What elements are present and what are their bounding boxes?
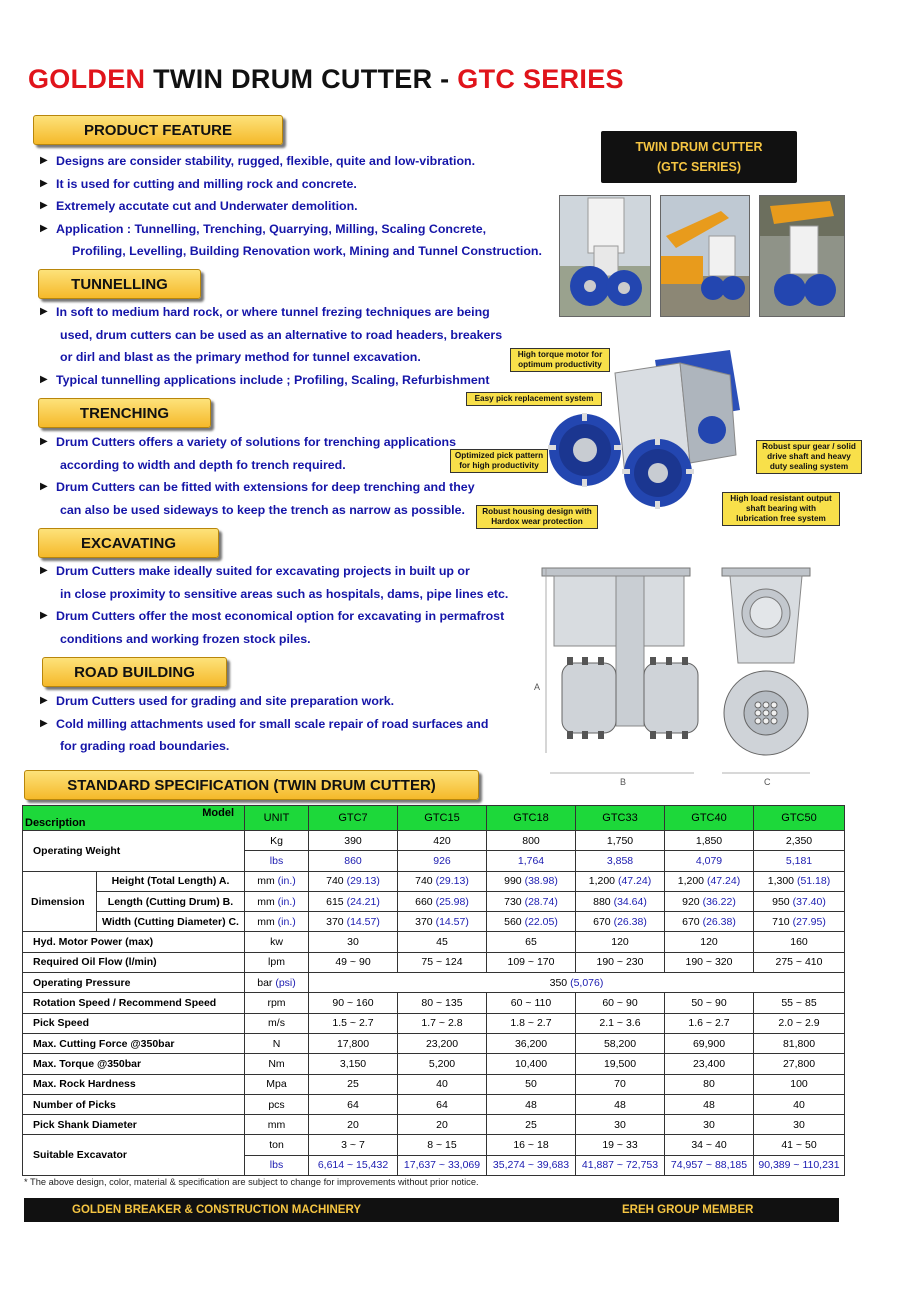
table-cell: 120 [665, 932, 754, 952]
product-name-box [601, 131, 797, 183]
product-name-line1: TWIN DRUM CUTTER [635, 140, 763, 154]
table-cell: 275 ~ 410 [754, 952, 845, 972]
table-cell: 69,900 [665, 1033, 754, 1053]
table-cell: 35,274 ~ 39,683 [487, 1155, 576, 1175]
product-feature-heading: PRODUCT FEATURE [33, 115, 283, 145]
table-cell: 30 [309, 932, 398, 952]
table-cell: 16 ~ 18 [487, 1135, 576, 1155]
table-row [23, 973, 845, 993]
table-cell: 65 [487, 932, 576, 952]
product-photo-3 [759, 195, 845, 317]
table-cell: 1.7 ~ 2.8 [398, 1013, 487, 1033]
table-row [23, 831, 845, 851]
trenching-list [40, 431, 475, 521]
table-cell: 920 (36.22) [665, 891, 754, 911]
table-cell: 2.0 ~ 2.9 [754, 1013, 845, 1033]
table-cell: 1,300 (51.18) [754, 871, 845, 891]
table-cell: 49 ~ 90 [309, 952, 398, 972]
table-cell: 190 ~ 320 [665, 952, 754, 972]
unit-cell: rpm [245, 993, 309, 1013]
table-cell: 120 [576, 932, 665, 952]
row-sublabel: Width (Cutting Diameter) C. [97, 912, 245, 932]
list-item: ▶ Application : Tunnelling, Trenching, Quarrying, Milling, Scaling Concrete, [40, 218, 542, 241]
table-row [23, 871, 845, 891]
unit-cell: pcs [245, 1094, 309, 1114]
table-cell: 350 (5,076) [309, 973, 845, 993]
list-item: ▶ Drum Cutters offer the most economical option for excavating in permafrost [40, 605, 508, 628]
row-label: Operating Pressure [23, 973, 245, 993]
road-building-list [40, 690, 488, 758]
footer-group: EREH GROUP MEMBER [622, 1204, 754, 1216]
list-item: ▶ Drum Cutters make ideally suited for excavating projects in built up or [40, 560, 508, 583]
table-header-row [23, 806, 845, 831]
table-cell: 27,800 [754, 1054, 845, 1074]
table-cell: 1,764 [487, 851, 576, 871]
table-cell: 40 [398, 1074, 487, 1094]
list-item-continuation: for grading road boundaries. [60, 739, 230, 754]
unit-cell: lpm [245, 952, 309, 972]
footer-bar [24, 1198, 839, 1222]
table-cell: 860 [309, 851, 398, 871]
title-product: TWIN DRUM CUTTER - [153, 64, 450, 94]
table-row [23, 912, 845, 932]
row-label: Suitable Excavator [23, 1135, 245, 1176]
road-building-heading: ROAD BUILDING [42, 657, 227, 687]
table-row [23, 891, 845, 911]
row-label: Rotation Speed / Recommend Speed [23, 993, 245, 1013]
table-cell: 41,887 ~ 72,753 [576, 1155, 665, 1175]
table-cell: 370 (14.57) [398, 912, 487, 932]
header-model: GTC50 [754, 806, 845, 831]
table-cell: 50 [487, 1074, 576, 1094]
table-cell: 75 ~ 124 [398, 952, 487, 972]
drawing-label-b: B [620, 777, 627, 787]
table-cell: 30 [576, 1115, 665, 1135]
table-cell: 20 [398, 1115, 487, 1135]
product-name-line2: (GTC SERIES) [656, 160, 742, 174]
table-cell: 40 [754, 1094, 845, 1114]
header-model: GTC40 [665, 806, 754, 831]
callout-pick-replacement: Easy pick replacement system [466, 392, 602, 406]
table-cell: 926 [398, 851, 487, 871]
header-model: GTC7 [309, 806, 398, 831]
table-cell: 740 (29.13) [398, 871, 487, 891]
unit-cell: Nm [245, 1054, 309, 1074]
title-brand: GOLDEN [28, 64, 146, 94]
header-unit: UNIT [245, 806, 309, 831]
table-cell: 64 [398, 1094, 487, 1114]
table-row [23, 932, 845, 952]
table-cell: 1,850 [665, 831, 754, 851]
unit-cell: m/s [245, 1013, 309, 1033]
row-sublabel: Height (Total Length) A. [97, 871, 245, 891]
table-cell: 36,200 [487, 1033, 576, 1053]
list-item-continuation: Profiling, Levelling, Building Renovation work, Mining and Tunnel Construction. [72, 244, 542, 259]
list-item: ▶ Extremely accutate cut and Underwater demolition. [40, 195, 542, 218]
table-row [23, 1033, 845, 1053]
header-model-label: Model [202, 807, 234, 819]
table-cell: 10,400 [487, 1054, 576, 1074]
table-cell: 2.1 ~ 3.6 [576, 1013, 665, 1033]
list-item-continuation: in close proximity to sensitive areas such as hospitals, dams, pipe lines etc. [60, 586, 509, 601]
table-row [23, 1135, 845, 1155]
table-cell: 730 (28.74) [487, 891, 576, 911]
table-cell: 3,858 [576, 851, 665, 871]
list-item-continuation: conditions and working frozen stock piles. [60, 631, 311, 646]
header-model: GTC15 [398, 806, 487, 831]
row-label: Required Oil Flow (l/min) [23, 952, 245, 972]
table-row [23, 1115, 845, 1135]
table-cell: 950 (37.40) [754, 891, 845, 911]
table-cell: 90 ~ 160 [309, 993, 398, 1013]
header-model: GTC18 [487, 806, 576, 831]
table-row [23, 1094, 845, 1114]
table-cell: 390 [309, 831, 398, 851]
table-cell: 560 (22.05) [487, 912, 576, 932]
unit-cell: kw [245, 932, 309, 952]
title-series: GTC SERIES [457, 64, 624, 94]
unit-cell: lbs [245, 851, 309, 871]
table-cell: 660 (25.98) [398, 891, 487, 911]
table-cell: 20 [309, 1115, 398, 1135]
table-row [23, 952, 845, 972]
header-description [23, 806, 245, 831]
row-label: Pick Speed [23, 1013, 245, 1033]
table-cell: 615 (24.21) [309, 891, 398, 911]
table-cell: 25 [309, 1074, 398, 1094]
disclaimer-note: * The above design, color, material & specification are subject to change for improvements without prior notice. [24, 1177, 479, 1187]
unit-cell: bar (psi) [245, 973, 309, 993]
table-cell: 48 [576, 1094, 665, 1114]
spec-heading: STANDARD SPECIFICATION (TWIN DRUM CUTTER) [24, 770, 479, 800]
table-cell: 5,181 [754, 851, 845, 871]
row-label: Max. Rock Hardness [23, 1074, 245, 1094]
table-cell: 23,400 [665, 1054, 754, 1074]
unit-cell: mm [245, 1115, 309, 1135]
list-item: ▶ It is used for cutting and milling rock and concrete. [40, 173, 542, 196]
table-row [23, 1013, 845, 1033]
trenching-heading: TRENCHING [38, 398, 211, 428]
table-cell: 90,389 ~ 110,231 [754, 1155, 845, 1175]
list-item-continuation: used, drum cutters can be used as an alternative to road headers, breakers [60, 327, 503, 342]
table-cell: 17,800 [309, 1033, 398, 1053]
tunnelling-list [40, 301, 502, 391]
table-cell: 48 [665, 1094, 754, 1114]
table-cell: 25 [487, 1115, 576, 1135]
table-cell: 1,750 [576, 831, 665, 851]
table-cell: 45 [398, 932, 487, 952]
row-label: Hyd. Motor Power (max) [23, 932, 245, 952]
unit-cell: lbs [245, 1155, 309, 1175]
unit-cell: ton [245, 1135, 309, 1155]
table-cell: 3 ~ 7 [309, 1135, 398, 1155]
table-cell: 80 ~ 135 [398, 993, 487, 1013]
row-label: Max. Torque @350bar [23, 1054, 245, 1074]
unit-cell: mm (in.) [245, 912, 309, 932]
table-cell: 370 (14.57) [309, 912, 398, 932]
table-cell: 34 ~ 40 [665, 1135, 754, 1155]
table-cell: 60 ~ 110 [487, 993, 576, 1013]
table-cell: 6,614 ~ 15,432 [309, 1155, 398, 1175]
table-cell: 100 [754, 1074, 845, 1094]
table-cell: 4,079 [665, 851, 754, 871]
table-cell: 81,800 [754, 1033, 845, 1053]
unit-cell: Mpa [245, 1074, 309, 1094]
table-cell: 19 ~ 33 [576, 1135, 665, 1155]
table-cell: 70 [576, 1074, 665, 1094]
unit-cell: N [245, 1033, 309, 1053]
row-label: Dimension [23, 871, 97, 932]
callout-housing: Robust housing design with Hardox wear protection [476, 505, 598, 529]
unit-cell: mm (in.) [245, 891, 309, 911]
table-cell: 17,637 ~ 33,069 [398, 1155, 487, 1175]
header-model: GTC33 [576, 806, 665, 831]
list-item: ▶ Drum Cutters used for grading and site preparation work. [40, 690, 488, 713]
table-cell: 880 (34.64) [576, 891, 665, 911]
footer-company: GOLDEN BREAKER & CONSTRUCTION MACHINERY [72, 1204, 361, 1216]
table-row [23, 1074, 845, 1094]
row-sublabel: Length (Cutting Drum) B. [97, 891, 245, 911]
table-cell: 30 [665, 1115, 754, 1135]
list-item: ▶ Typical tunnelling applications include ; Profiling, Scaling, Refurbishment [40, 369, 502, 392]
callout-motor: High torque motor for optimum productivity [510, 348, 610, 372]
technical-drawing [532, 553, 832, 793]
list-item-continuation: according to width and depth fo trench required. [60, 457, 346, 472]
list-item-continuation: can also be used sideways to keep the trench as narrow as possible. [60, 502, 465, 517]
table-cell: 80 [665, 1074, 754, 1094]
table-cell: 800 [487, 831, 576, 851]
table-cell: 64 [309, 1094, 398, 1114]
table-cell: 3,150 [309, 1054, 398, 1074]
list-item-continuation: or dirl and blast as the primary method for tunnel excavation. [60, 350, 421, 365]
table-cell: 30 [754, 1115, 845, 1135]
table-cell: 1,200 (47.24) [665, 871, 754, 891]
table-cell: 740 (29.13) [309, 871, 398, 891]
table-cell: 1,200 (47.24) [576, 871, 665, 891]
unit-cell: mm (in.) [245, 871, 309, 891]
table-cell: 41 ~ 50 [754, 1135, 845, 1155]
table-cell: 670 (26.38) [665, 912, 754, 932]
table-cell: 710 (27.95) [754, 912, 845, 932]
table-cell: 5,200 [398, 1054, 487, 1074]
table-cell: 420 [398, 831, 487, 851]
table-cell: 55 ~ 85 [754, 993, 845, 1013]
page-title [28, 64, 624, 95]
spec-table [22, 805, 845, 1176]
product-feature-list [40, 150, 542, 263]
drawing-label-c: C [764, 777, 771, 787]
callout-output-shaft: High load resistant output shaft bearing with lubrication free system [722, 492, 840, 526]
table-cell: 23,200 [398, 1033, 487, 1053]
row-label: Max. Cutting Force @350bar [23, 1033, 245, 1053]
table-cell: 1.6 ~ 2.7 [665, 1013, 754, 1033]
tunnelling-heading: TUNNELLING [38, 269, 201, 299]
row-label: Pick Shank Diameter [23, 1115, 245, 1135]
table-cell: 48 [487, 1094, 576, 1114]
excavating-heading: EXCAVATING [38, 528, 219, 558]
callout-spur-gear: Robust spur gear / solid drive shaft and heavy duty sealing system [756, 440, 862, 474]
table-cell: 990 (38.98) [487, 871, 576, 891]
excavating-list [40, 560, 508, 650]
list-item: ▶ Drum Cutters can be fitted with extensions for deep trenching and they [40, 476, 475, 499]
table-cell: 160 [754, 932, 845, 952]
table-cell: 8 ~ 15 [398, 1135, 487, 1155]
table-cell: 60 ~ 90 [576, 993, 665, 1013]
table-cell: 670 (26.38) [576, 912, 665, 932]
list-item: ▶ Cold milling attachments used for small scale repair of road surfaces and [40, 713, 488, 736]
list-item: ▶ Designs are consider stability, rugged, flexible, quite and low-vibration. [40, 150, 542, 173]
table-cell: 1.5 ~ 2.7 [309, 1013, 398, 1033]
table-cell: 190 ~ 230 [576, 952, 665, 972]
row-label: Number of Picks [23, 1094, 245, 1114]
drawing-label-a: A [534, 682, 541, 692]
table-row [23, 1054, 845, 1074]
table-cell: 19,500 [576, 1054, 665, 1074]
row-label: Operating Weight [23, 831, 245, 872]
callout-pick-pattern: Optimized pick pattern for high productivity [450, 449, 548, 473]
table-cell: 2,350 [754, 831, 845, 851]
table-cell: 109 ~ 170 [487, 952, 576, 972]
list-item: ▶ In soft to medium hard rock, or where tunnel frezing techniques are being [40, 301, 502, 324]
list-item: ▶ Drum Cutters offers a variety of solutions for trenching applications [40, 431, 475, 454]
table-cell: 58,200 [576, 1033, 665, 1053]
product-photo-1 [559, 195, 651, 317]
table-cell: 74,957 ~ 88,185 [665, 1155, 754, 1175]
header-description-label: Description [25, 817, 86, 829]
unit-cell: Kg [245, 831, 309, 851]
table-cell: 50 ~ 90 [665, 993, 754, 1013]
table-cell: 1.8 ~ 2.7 [487, 1013, 576, 1033]
table-row [23, 993, 845, 1013]
product-photo-2 [660, 195, 750, 317]
